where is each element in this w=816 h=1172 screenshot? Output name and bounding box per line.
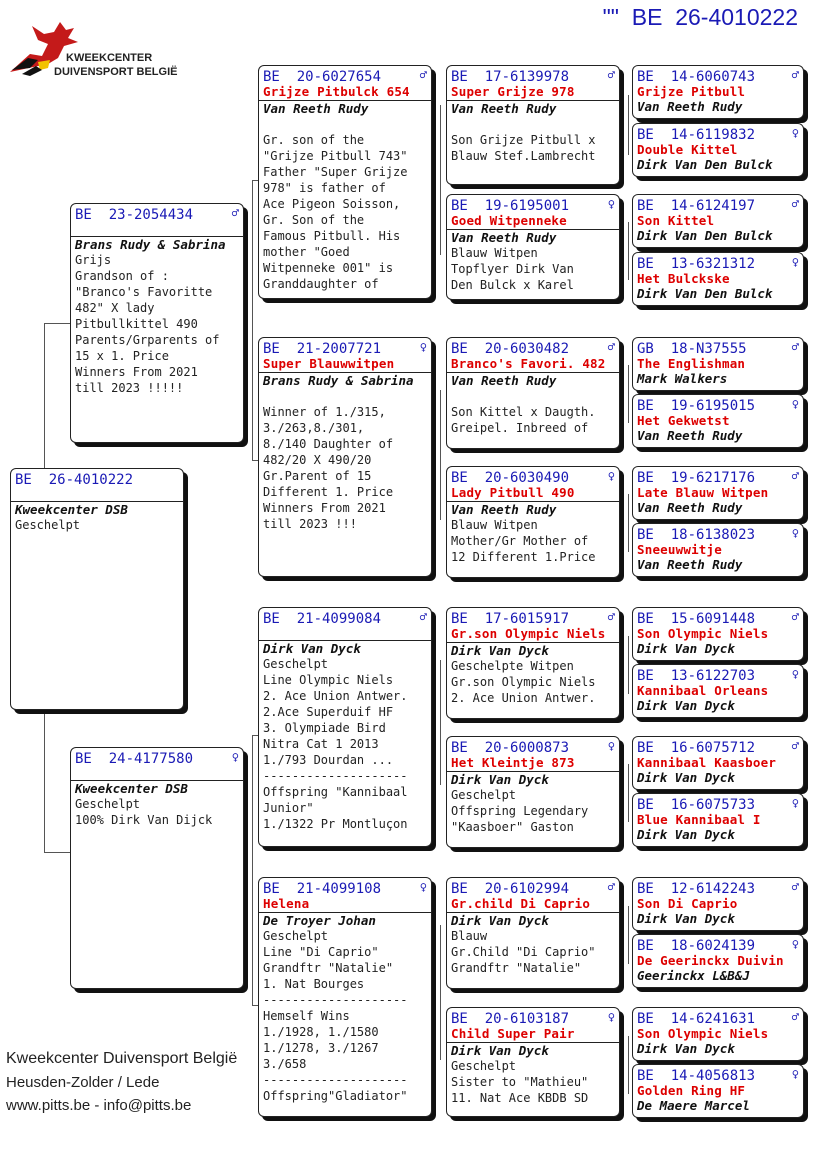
description-line: Winner of 1./315, xyxy=(263,405,386,419)
description-line: Gr. Son of the xyxy=(263,213,365,227)
description-line: "Kaasboer" Gaston xyxy=(451,820,574,834)
owner: Van Reeth Rudy xyxy=(637,500,743,515)
pigeon-card-g11[interactable] xyxy=(632,736,804,790)
description-line: Offspring Legendary xyxy=(451,804,589,818)
pigeon-card-g4[interactable] xyxy=(632,252,804,306)
description-line: Junior" xyxy=(263,801,314,815)
connector xyxy=(628,636,629,694)
pigeon-card-sdd[interactable] xyxy=(446,466,620,578)
pigeon-card-g8[interactable] xyxy=(632,523,804,577)
pigeon-card-sire-dam[interactable] xyxy=(258,337,432,577)
pigeon-card-g7[interactable] xyxy=(632,466,804,520)
pigeon-card-subject[interactable] xyxy=(10,468,184,710)
description-line: Gr.son Olympic Niels xyxy=(451,675,596,689)
description-line: 482" X lady xyxy=(75,301,155,315)
owner: Van Reeth Rudy xyxy=(637,99,743,114)
description-line: 100% Dirk Van Dijck xyxy=(75,813,213,827)
description-line: mother "Goed xyxy=(263,245,350,259)
connector xyxy=(440,390,441,520)
description-line: 1./1928, 1./1580 xyxy=(263,1025,379,1039)
female-icon: ♀ xyxy=(791,255,799,269)
owner: Van Reeth Rudy xyxy=(637,428,743,443)
male-icon: ♂ xyxy=(791,197,799,211)
pigeon-name: Grijze Pitbulck 654 xyxy=(263,84,410,99)
ring-number: BE 23-2054434 xyxy=(75,207,194,223)
male-icon: ♂ xyxy=(791,739,799,753)
ring-number: BE 13-6122703 xyxy=(637,668,756,684)
female-icon: ♀ xyxy=(607,197,615,211)
description-line: Gr. son of the xyxy=(263,133,365,147)
pigeon-name: The Englishman xyxy=(637,356,746,371)
pigeon-card-dam[interactable] xyxy=(70,747,244,989)
description-line: Topflyer Dirk Van xyxy=(451,262,574,276)
description-line: Ace Pigeon Soisson, xyxy=(263,197,401,211)
female-icon: ♀ xyxy=(419,880,427,894)
pigeon-card-g1[interactable] xyxy=(632,65,804,119)
description-line: 1./1278, 3./1267 xyxy=(263,1041,379,1055)
pigeon-name: Son Di Caprio xyxy=(637,896,738,911)
description-line: Hemself Wins xyxy=(263,1009,350,1023)
description-line: Blauw Stef.Lambrecht xyxy=(451,149,596,163)
owner: Van Reeth Rudy xyxy=(451,373,557,388)
owner: Dirk Van Den Bulck xyxy=(637,286,773,301)
owner: Dirk Van Dyck xyxy=(451,913,549,928)
description-line: Winners From 2021 xyxy=(263,501,386,515)
pigeon-name: Lady Pitbull 490 xyxy=(451,485,575,500)
pigeon-card-g12[interactable] xyxy=(632,793,804,847)
description-line: 3./658 xyxy=(263,1057,307,1071)
owner: Dirk Van Dyck xyxy=(637,827,735,842)
pigeon-name: Double Kittel xyxy=(637,142,738,157)
description-line: Blauw xyxy=(451,929,488,943)
description-line: Famous Pitbull. His xyxy=(263,229,401,243)
description-line: 2.Ace Superduif HF xyxy=(263,705,394,719)
pigeon-name: Goed Witpenneke xyxy=(451,213,567,228)
description-line: 2. Ace Union Antwer. xyxy=(263,689,408,703)
female-icon: ♀ xyxy=(791,796,799,810)
ring-number: BE 18-6138023 xyxy=(637,527,756,543)
description-line: Son Grijze Pitbull x xyxy=(451,133,596,147)
description-line: 482/20 X 490/20 xyxy=(263,453,372,467)
description-line: -------------------- xyxy=(263,769,408,783)
description-line: Pitbullkittel 490 xyxy=(75,317,198,331)
pigeon-name: Kannibaal Orleans xyxy=(637,683,769,698)
description-line: Gr.Child "Di Caprio" xyxy=(451,945,596,959)
male-icon: ♂ xyxy=(607,340,615,354)
pigeon-card-g13[interactable] xyxy=(632,877,804,931)
owner: Dirk Van Dyck xyxy=(451,772,549,787)
owner: Van Reeth Rudy xyxy=(451,101,557,116)
male-icon: ♂ xyxy=(791,880,799,894)
female-icon: ♀ xyxy=(419,340,427,354)
description-line: Geschelpt xyxy=(75,797,141,811)
pigeon-card-g3[interactable] xyxy=(632,194,804,248)
ring-number: BE 17-6015917 xyxy=(451,611,570,627)
description-line: 3. Olympiade Bird xyxy=(263,721,386,735)
connector xyxy=(628,764,629,822)
description-line: Line "Di Caprio" xyxy=(263,945,379,959)
ring-number: BE 13-6321312 xyxy=(637,256,756,272)
owner: Kweekcenter DSB xyxy=(75,781,188,796)
pigeon-card-g10[interactable] xyxy=(632,664,804,718)
description-line: 1. Nat Bourges xyxy=(263,977,365,991)
pigeon-card-dsd[interactable] xyxy=(446,736,620,848)
pigeon-name: Het Gekwetst xyxy=(637,413,730,428)
pigeon-card-sire-sire[interactable] xyxy=(258,65,432,299)
description-line: Sister to "Mathieu" xyxy=(451,1075,589,1089)
description-line: Different 1. Price xyxy=(263,485,394,499)
owner: Brans Rudy & Sabrina xyxy=(263,373,414,388)
pigeon-name: Blue Kannibaal I xyxy=(637,812,761,827)
owner: Dirk Van Dyck xyxy=(637,911,735,926)
description-line: Son Kittel x Daugth. xyxy=(451,405,596,419)
ring-number: BE 14-6119832 xyxy=(637,127,756,143)
ring-number: BE 17-6139978 xyxy=(451,69,570,85)
pigeon-name: Super Blauwwitpen xyxy=(263,356,395,371)
pigeon-name: Grijze Pitbull xyxy=(637,84,746,99)
description-line: Geschelpt xyxy=(15,518,81,532)
owner: Dirk Van Dyck xyxy=(263,641,361,656)
male-icon: ♂ xyxy=(419,610,427,624)
ring-number: BE 26-4010222 xyxy=(15,472,134,488)
pigeon-card-ssd[interactable] xyxy=(446,194,620,300)
ring-number: BE 21-2007721 xyxy=(263,341,382,357)
description-line: Grandson of : xyxy=(75,269,169,283)
ring-number: BE 15-6091448 xyxy=(637,611,756,627)
description-line: 15 x 1. Price xyxy=(75,349,169,363)
female-icon: ♀ xyxy=(607,469,615,483)
ring-number: BE 20-6027654 xyxy=(263,69,382,85)
ring-number: BE 14-6124197 xyxy=(637,198,756,214)
description-line: Grijs xyxy=(75,253,112,267)
description-line: 1./793 Dourdan ... xyxy=(263,753,394,767)
description-line: Winners From 2021 xyxy=(75,365,198,379)
owner: Geerinckx L&B&J xyxy=(637,968,750,983)
description-line: -------------------- xyxy=(263,1073,408,1087)
description-line: Line Olympic Niels xyxy=(263,673,394,687)
connector xyxy=(628,95,629,155)
owner: Dirk Van Dyck xyxy=(637,770,735,785)
description-line: Geschelpt xyxy=(451,1059,517,1073)
connector xyxy=(628,906,629,964)
pigeon-card-dds[interactable] xyxy=(446,877,620,989)
female-icon: ♀ xyxy=(791,526,799,540)
ring-number: BE 20-6103187 xyxy=(451,1011,570,1027)
pigeon-name: Son Olympic Niels xyxy=(637,1026,769,1041)
description-line: Gr.Parent of 15 xyxy=(263,469,372,483)
description-line: Father "Super Grijze xyxy=(263,165,408,179)
description-line: "Branco's Favoritte xyxy=(75,285,213,299)
pigeon-card-g2[interactable] xyxy=(632,123,804,177)
pigeon-name: Gr.son Olympic Niels xyxy=(451,626,606,641)
pigeon-card-ddd[interactable] xyxy=(446,1007,620,1117)
ring-number: BE 20-6000873 xyxy=(451,740,570,756)
connector xyxy=(44,323,70,324)
female-icon: ♀ xyxy=(791,1067,799,1081)
ring-number: BE 14-6241631 xyxy=(637,1011,756,1027)
owner: Mark Walkers xyxy=(637,371,728,386)
male-icon: ♂ xyxy=(791,610,799,624)
description-line: 3./263,8./301, xyxy=(263,421,365,435)
description-line: -------------------- xyxy=(263,993,408,1007)
description-line: 12 Different 1.Price xyxy=(451,550,596,564)
pigeon-name: Son Olympic Niels xyxy=(637,626,769,641)
ring-number: BE 19-6195001 xyxy=(451,198,570,214)
description-line: Geschelpt xyxy=(263,657,329,671)
owner: De Maere Marcel xyxy=(637,1098,750,1113)
male-icon: ♂ xyxy=(791,1010,799,1024)
pigeon-card-dss[interactable] xyxy=(446,607,620,719)
connector xyxy=(440,105,441,255)
pigeon-name: Child Super Pair xyxy=(451,1026,575,1041)
description-line: Mother/Gr Mother of xyxy=(451,534,589,548)
description-line: 978" is father of xyxy=(263,181,386,195)
ring-number: BE 20-6030482 xyxy=(451,341,570,357)
pigeon-card-g14[interactable] xyxy=(632,934,804,988)
owner: Kweekcenter DSB xyxy=(15,502,128,517)
pigeon-card-dam-dam[interactable] xyxy=(258,877,432,1117)
connector xyxy=(440,925,441,1060)
ring-number: BE 12-6142243 xyxy=(637,881,756,897)
description-line: "Grijze Pitbull 743" xyxy=(263,149,408,163)
description-line: Grandftr "Natalie" xyxy=(451,961,582,975)
description-line: Grandftr "Natalie" xyxy=(263,961,394,975)
owner: Van Reeth Rudy xyxy=(637,557,743,572)
owner: Van Reeth Rudy xyxy=(451,502,557,517)
description-line: Geschelpt xyxy=(263,929,329,943)
connector xyxy=(628,1036,629,1094)
description-line: Geschelpt xyxy=(451,788,517,802)
pedigree-title: "" BE 26-4010222 xyxy=(602,4,798,30)
pigeon-name: Late Blauw Witpen xyxy=(637,485,769,500)
description-line: Offspring "Kannibaal xyxy=(263,785,408,799)
ring-number: BE 14-4056813 xyxy=(637,1068,756,1084)
female-icon: ♀ xyxy=(791,126,799,140)
pigeon-name: Het Kleintje 873 xyxy=(451,755,575,770)
female-icon: ♀ xyxy=(607,739,615,753)
male-icon: ♂ xyxy=(791,68,799,82)
ring-number: BE 14-6060743 xyxy=(637,69,756,85)
ring-number: BE 16-6075712 xyxy=(637,740,756,756)
logo-line2: DUIVENSPORT BELGIË xyxy=(54,66,178,78)
female-icon: ♀ xyxy=(231,750,239,764)
male-icon: ♂ xyxy=(607,68,615,82)
pigeon-card-sire[interactable] xyxy=(70,203,244,443)
male-icon: ♂ xyxy=(791,469,799,483)
owner: Dirk Van Dyck xyxy=(637,698,735,713)
pigeon-card-dam-sire[interactable] xyxy=(258,607,432,847)
ring-number: BE 18-6024139 xyxy=(637,938,756,954)
description-line: 8./140 Daughter of xyxy=(263,437,394,451)
ring-number: BE 19-6195015 xyxy=(637,398,756,414)
logo xyxy=(8,14,178,78)
ring-number: BE 19-6217176 xyxy=(637,470,756,486)
connector xyxy=(628,365,629,423)
description-line: Blauw Witpen xyxy=(451,246,538,260)
owner: Dirk Van Dyck xyxy=(451,1043,549,1058)
pigeon-name: Super Grijze 978 xyxy=(451,84,575,99)
description-line: 1./1322 Pr Montluçon xyxy=(263,817,408,831)
pigeon-name: Het Bulckske xyxy=(637,271,730,286)
ring-number: GB 18-N37555 xyxy=(637,341,747,357)
pigeon-name: De Geerinckx Duivin xyxy=(637,953,784,968)
ring-number: BE 16-6075733 xyxy=(637,797,756,813)
owner: Dirk Van Den Bulck xyxy=(637,157,773,172)
connector xyxy=(44,852,70,853)
male-icon: ♂ xyxy=(607,610,615,624)
pigeon-name: Gr.child Di Caprio xyxy=(451,896,591,911)
pigeon-card-g16[interactable] xyxy=(632,1064,804,1118)
male-icon: ♂ xyxy=(231,206,239,220)
pigeon-card-sss[interactable] xyxy=(446,65,620,185)
owner: Brans Rudy & Sabrina xyxy=(75,237,226,252)
ring-number: BE 24-4177580 xyxy=(75,751,194,767)
female-icon: ♀ xyxy=(791,937,799,951)
description-line: Granddaughter of xyxy=(263,277,379,291)
pigeon-name: Kannibaal Kaasboer xyxy=(637,755,777,770)
pigeon-name: Sneeuwwitje xyxy=(637,542,722,557)
connector xyxy=(44,323,45,468)
ring-number: BE 21-4099108 xyxy=(263,881,382,897)
owner: De Troyer Johan xyxy=(263,913,376,928)
pigeon-name: Helena xyxy=(263,896,310,911)
description-line: Geschelpte Witpen xyxy=(451,659,574,673)
pigeon-card-g15[interactable] xyxy=(632,1007,804,1061)
description-line: Den Bulck x Karel xyxy=(451,278,574,292)
female-icon: ♀ xyxy=(607,1010,615,1024)
pigeon-name: Son Kittel xyxy=(637,213,715,228)
ring-number: BE 21-4099084 xyxy=(263,611,382,627)
description-line: Greipel. Inbreed of xyxy=(451,421,589,435)
logo-line1: KWEEKCENTER xyxy=(66,52,153,64)
owner: Van Reeth Rudy xyxy=(263,101,369,116)
connector xyxy=(440,660,441,785)
footer-contact[interactable]: www.pitts.be - info@pitts.be xyxy=(6,1097,192,1114)
female-icon: ♀ xyxy=(791,397,799,411)
connector xyxy=(252,180,253,460)
pigeon-card-g9[interactable] xyxy=(632,607,804,661)
connector xyxy=(44,710,45,852)
male-icon: ♂ xyxy=(791,340,799,354)
connector xyxy=(628,222,629,280)
description-line: Nitra Cat 1 2013 xyxy=(263,737,379,751)
pigeon-card-g6[interactable] xyxy=(632,394,804,448)
description-line: till 2023 !!!!! xyxy=(75,381,184,395)
description-line: 2. Ace Union Antwer. xyxy=(451,691,596,705)
owner: Dirk Van Dyck xyxy=(637,1041,735,1056)
owner: Van Reeth Rudy xyxy=(451,230,557,245)
footer-name: Kweekcenter Duivensport België xyxy=(6,1050,238,1067)
pigeon-name: Golden Ring HF xyxy=(637,1083,746,1098)
owner: Dirk Van Dyck xyxy=(637,641,735,656)
description-line: Parents/Grparents of xyxy=(75,333,220,347)
description-line: till 2023 !!! xyxy=(263,517,357,531)
owner: Dirk Van Den Bulck xyxy=(637,228,773,243)
description-line: Witpenneke 001" is xyxy=(263,261,394,275)
pigeon-card-sds[interactable] xyxy=(446,337,620,449)
female-icon: ♀ xyxy=(791,667,799,681)
male-icon: ♂ xyxy=(419,68,427,82)
footer-location: Heusden-Zolder / Lede xyxy=(6,1074,160,1091)
owner: Dirk Van Dyck xyxy=(451,643,549,658)
connector xyxy=(628,494,629,552)
pigeon-name: Branco's Favori. 482 xyxy=(451,356,606,371)
connector xyxy=(252,735,253,1005)
ring-number: BE 20-6030490 xyxy=(451,470,570,486)
pigeon-card-g5[interactable] xyxy=(632,337,804,391)
description-line: Offspring"Gladiator" xyxy=(263,1089,408,1103)
description-line: Blauw Witpen xyxy=(451,518,538,532)
ring-number: BE 20-6102994 xyxy=(451,881,570,897)
male-icon: ♂ xyxy=(607,880,615,894)
description-line: 11. Nat Ace KBDB SD xyxy=(451,1091,589,1105)
